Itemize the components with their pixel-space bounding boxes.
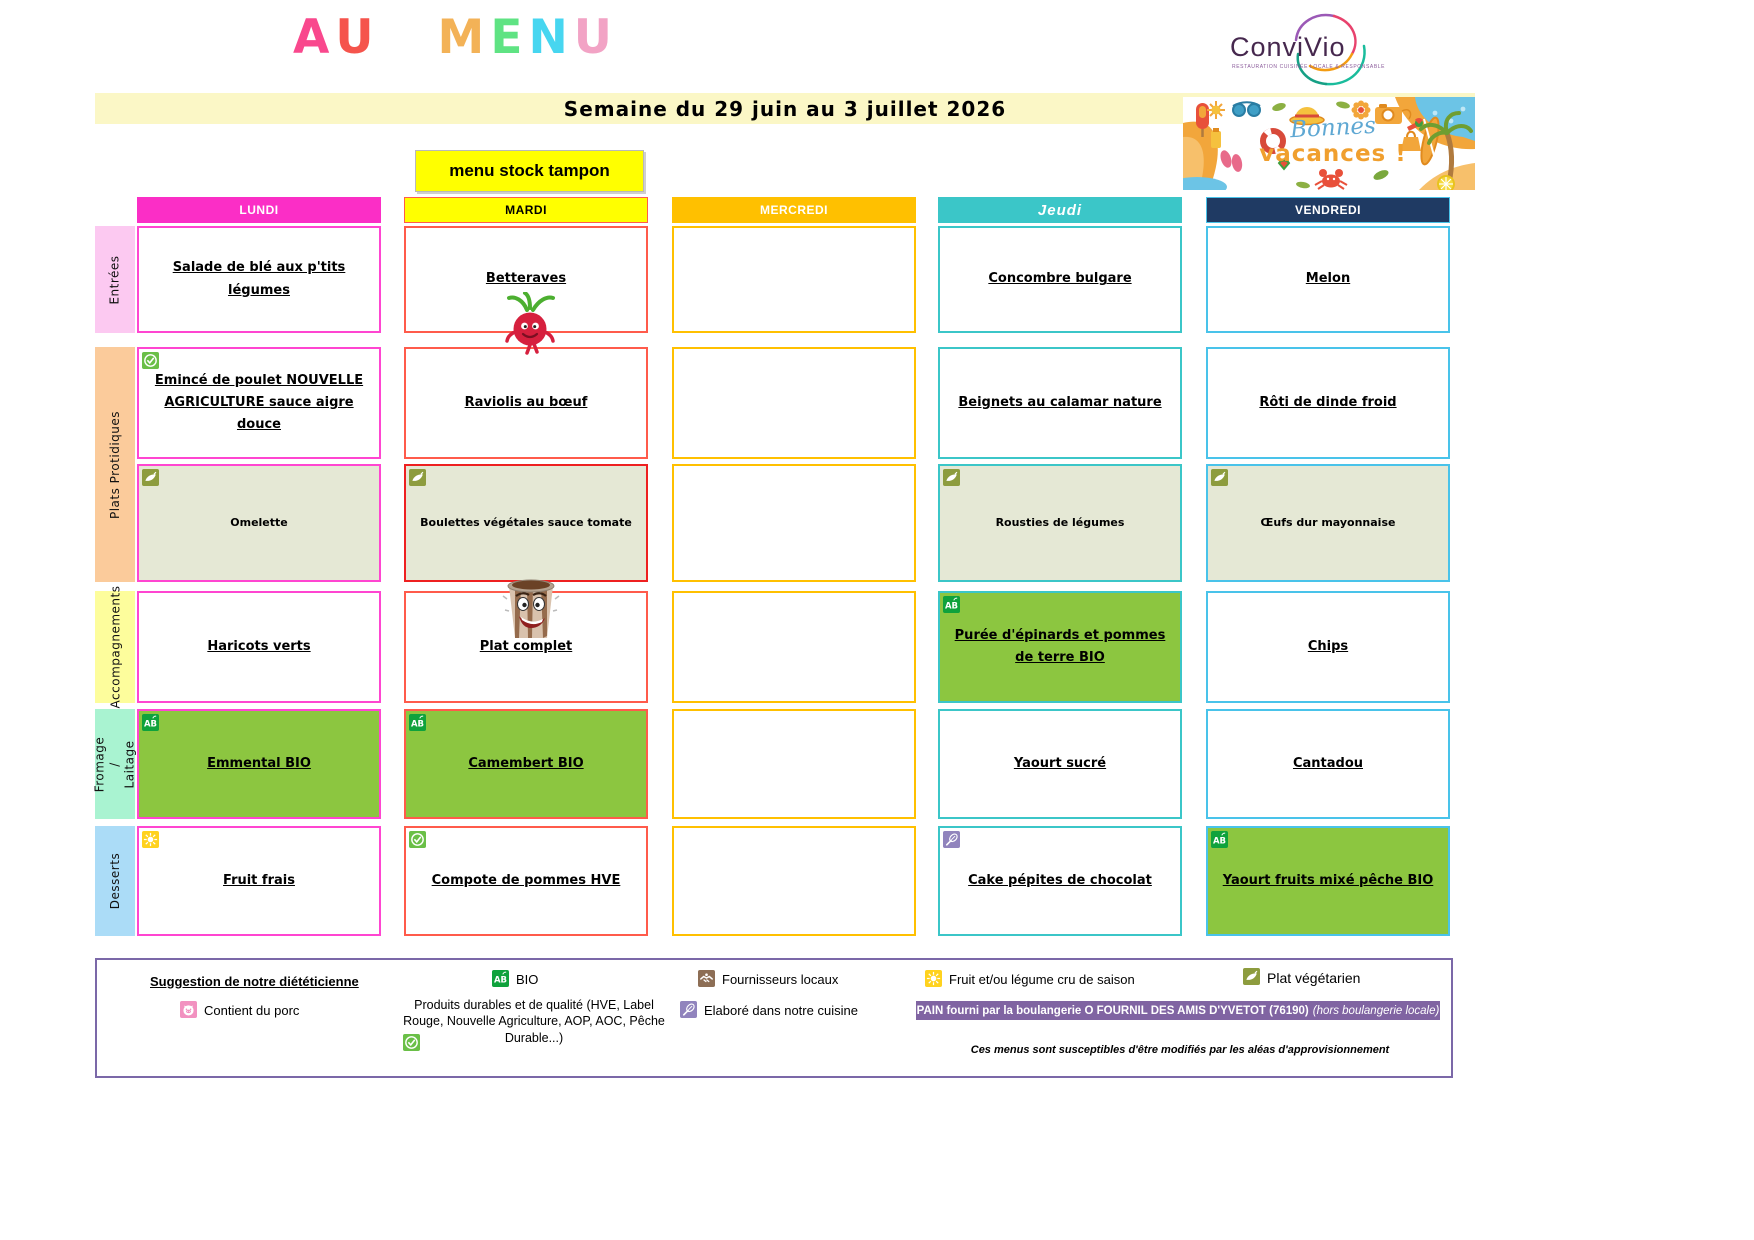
menu-cell-plats-protidiques-jeudi	[938, 347, 1182, 459]
dish-name: Yaourt sucré	[1013, 755, 1107, 771]
bio-icon	[492, 970, 509, 987]
legend-item-text: Elaboré dans notre cuisine	[704, 1003, 858, 1018]
legend-item-durable	[400, 997, 668, 1046]
dish-name: Camembert BIO	[468, 755, 584, 771]
bio-icon	[141, 713, 159, 731]
menu-cell-plats-protidiques-lundi	[137, 347, 381, 459]
svg-text:AB: AB	[143, 718, 157, 729]
legend-item-pork	[180, 1001, 299, 1018]
legend-item-dietitian	[150, 972, 359, 989]
day-header-jeudi: Jeudi	[938, 197, 1182, 223]
menu-cell-fromage-laitage-vendredi	[1206, 709, 1450, 819]
menu-disclaimer-note: Ces menus sont susceptibles d'être modifiés par les aléas d'approvisionnement	[970, 1044, 1390, 1056]
menu-cell-plats-vegetariens-lundi	[137, 464, 381, 582]
menu-cell-fromage-laitage-mardi	[404, 709, 648, 819]
veg-icon	[1243, 968, 1260, 985]
menu-cell-accompagnements-vendredi	[1206, 591, 1450, 703]
title-word-au	[293, 10, 380, 65]
menu-cell-plats-protidiques-vendredi	[1206, 347, 1450, 459]
sun-icon	[925, 970, 942, 987]
legend-item-veg	[1243, 968, 1360, 986]
dish-name: Cake pépites de chocolat	[968, 872, 1152, 888]
dish-name: Chips	[1307, 638, 1349, 654]
svg-text:AB: AB	[1212, 835, 1226, 846]
row-label-fromage-laitage	[92, 709, 137, 819]
legend-item-text: Suggestion de notre diététicienne	[150, 974, 359, 989]
row-label-text: Plats Protidiques	[108, 410, 122, 519]
row-label-plats-protidiques	[95, 347, 135, 582]
legend-item-text: Plat végétarien	[1267, 970, 1361, 986]
pig-icon	[180, 1001, 197, 1018]
menu-cell-entrees-jeudi	[938, 226, 1182, 333]
dish-name: Rôti de dinde froid	[1259, 394, 1397, 410]
menu-cell-accompagnements-jeudi	[938, 591, 1182, 703]
bio-icon	[1210, 830, 1228, 848]
legend-item-text: Fruit et/ou légume cru de saison	[949, 972, 1135, 987]
svg-text:AB: AB	[944, 600, 958, 611]
dish-name: Omelette	[230, 515, 288, 529]
title-letter: M	[437, 10, 491, 65]
dish-name: Salade de blé aux p'tits légumes	[172, 260, 346, 298]
menu-cell-desserts-jeudi	[938, 826, 1182, 936]
dish-name: Betteraves	[485, 271, 567, 287]
bread-supplier-banner	[916, 1001, 1440, 1020]
dish-name: Melon	[1305, 271, 1351, 287]
menu-cell-accompagnements-mercredi	[672, 591, 916, 703]
row-label-text: Accompagnements	[108, 585, 122, 709]
bio-icon	[942, 595, 960, 613]
dish-name: Compote de pommes HVE	[431, 872, 621, 888]
mousse-cup-mascot-image	[497, 566, 565, 642]
row-label-entrées	[95, 226, 135, 333]
title-letter: N	[528, 10, 574, 65]
menu-cell-entrees-vendredi	[1206, 226, 1450, 333]
convivio-logo-text: ConviVio	[1230, 32, 1346, 62]
menu-cell-desserts-vendredi	[1206, 826, 1450, 936]
sun-icon	[141, 830, 159, 848]
dish-name: Fruit frais	[223, 872, 295, 888]
holiday-text-line1: Bonnes	[1289, 112, 1377, 144]
dish-name: Haricots verts	[207, 638, 311, 654]
whisk-icon	[680, 1001, 697, 1018]
veg-icon	[1210, 468, 1228, 486]
veg-icon	[942, 468, 960, 486]
menu-cell-plats-vegetariens-mercredi	[672, 464, 916, 582]
holiday-banner	[1183, 97, 1475, 190]
svg-text:AB: AB	[410, 718, 424, 729]
check-icon	[141, 351, 159, 369]
local-icon	[698, 970, 715, 987]
title-letter: U	[573, 10, 618, 65]
legend-item-season	[925, 970, 1135, 987]
dish-name: Emmental BIO	[207, 755, 311, 771]
title-letter: A	[293, 10, 336, 65]
holiday-text-line2: vacances !	[1259, 141, 1407, 167]
day-header-mardi: MARDI	[404, 197, 648, 223]
dish-name: Beignets au calamar nature	[958, 394, 1162, 410]
check-icon	[408, 830, 426, 848]
menu-cell-entrees-mercredi	[672, 226, 916, 333]
menu-cell-plats-protidiques-mardi	[404, 347, 648, 459]
menu-cell-desserts-mardi	[404, 826, 648, 936]
menu-cell-fromage-laitage-lundi	[137, 709, 381, 819]
title-letter: E	[490, 10, 529, 65]
day-header-lundi: LUNDI	[137, 197, 381, 223]
convivio-logo-tagline: RESTAURATION CUISINÉE LOCALE & RESPONSABLE	[1232, 64, 1386, 70]
menu-cell-plats-protidiques-mercredi	[672, 347, 916, 459]
veg-icon	[408, 468, 426, 486]
row-label-text: Entrées	[108, 254, 122, 305]
title-letter: U	[335, 10, 380, 65]
legend-item-text: Fournisseurs locaux	[722, 972, 839, 987]
dish-name: Concombre bulgare	[988, 271, 1132, 287]
legend-item-local	[698, 970, 838, 987]
menu-cell-fromage-laitage-mercredi	[672, 709, 916, 819]
dish-name: Plat complet	[479, 638, 573, 654]
menu-cell-accompagnements-lundi	[137, 591, 381, 703]
day-header-mercredi: MERCREDI	[672, 197, 916, 223]
legend-item-cuisine	[680, 1001, 858, 1018]
menu-cell-plats-vegetariens-jeudi	[938, 464, 1182, 582]
svg-text:AB: AB	[493, 975, 508, 986]
legend-item-bio	[492, 970, 538, 987]
beetroot-mascot-image	[503, 292, 557, 356]
week-banner: Semaine du 29 juin au 3 juillet 2026	[95, 93, 1475, 124]
day-header-vendredi: VENDREDI	[1206, 197, 1450, 223]
veg-icon	[141, 468, 159, 486]
menu-cell-fromage-laitage-jeudi	[938, 709, 1182, 819]
menu-cell-desserts-mercredi	[672, 826, 916, 936]
dish-name: Purée d'épinards et pommes de terre BIO	[954, 627, 1166, 665]
legend-durable-text: Produits durables et de qualité (HVE, Label Rouge, Nouvelle Agriculture, AOP, AOC, Pêche Durable...)	[403, 998, 665, 1045]
bread-banner-text: PAIN fourni par la boulangerie O FOURNIL DES AMIS D'YVETOT (76190)	[916, 1004, 1309, 1017]
bio-icon	[408, 713, 426, 731]
whisk-icon	[942, 830, 960, 848]
menu-cell-plats-vegetariens-mardi	[404, 464, 648, 582]
legend-item-text: Contient du porc	[204, 1003, 300, 1018]
row-label-text: Desserts	[108, 852, 122, 910]
title-word-menu	[438, 10, 618, 65]
dish-name: Emincé de poulet NOUVELLE AGRICULTURE sauce aigre douce	[154, 372, 364, 433]
dish-name: Œufs dur mayonnaise	[1260, 515, 1396, 529]
legend-item-text: BIO	[516, 972, 539, 987]
dish-name: Yaourt fruits mixé pêche BIO	[1222, 872, 1434, 888]
row-label-accompagnements	[95, 585, 135, 709]
dish-name: Raviolis au bœuf	[464, 394, 588, 410]
dish-name: Boulettes végétales sauce tomate	[420, 515, 632, 529]
menu-cell-entrees-lundi	[137, 226, 381, 333]
row-label-text: Fromage / Laitage	[92, 736, 137, 792]
stock-menu-label: menu stock tampon	[415, 150, 644, 192]
page-title	[293, 10, 618, 65]
row-label-desserts	[95, 826, 135, 936]
menu-cell-desserts-lundi	[137, 826, 381, 936]
dish-name: Rousties de légumes	[995, 515, 1125, 529]
dish-name: Cantadou	[1292, 755, 1364, 771]
menu-cell-plats-vegetariens-vendredi	[1206, 464, 1450, 582]
bread-banner-note: (hors boulangerie locale)	[1312, 1004, 1440, 1017]
convivio-logo	[1218, 6, 1388, 94]
